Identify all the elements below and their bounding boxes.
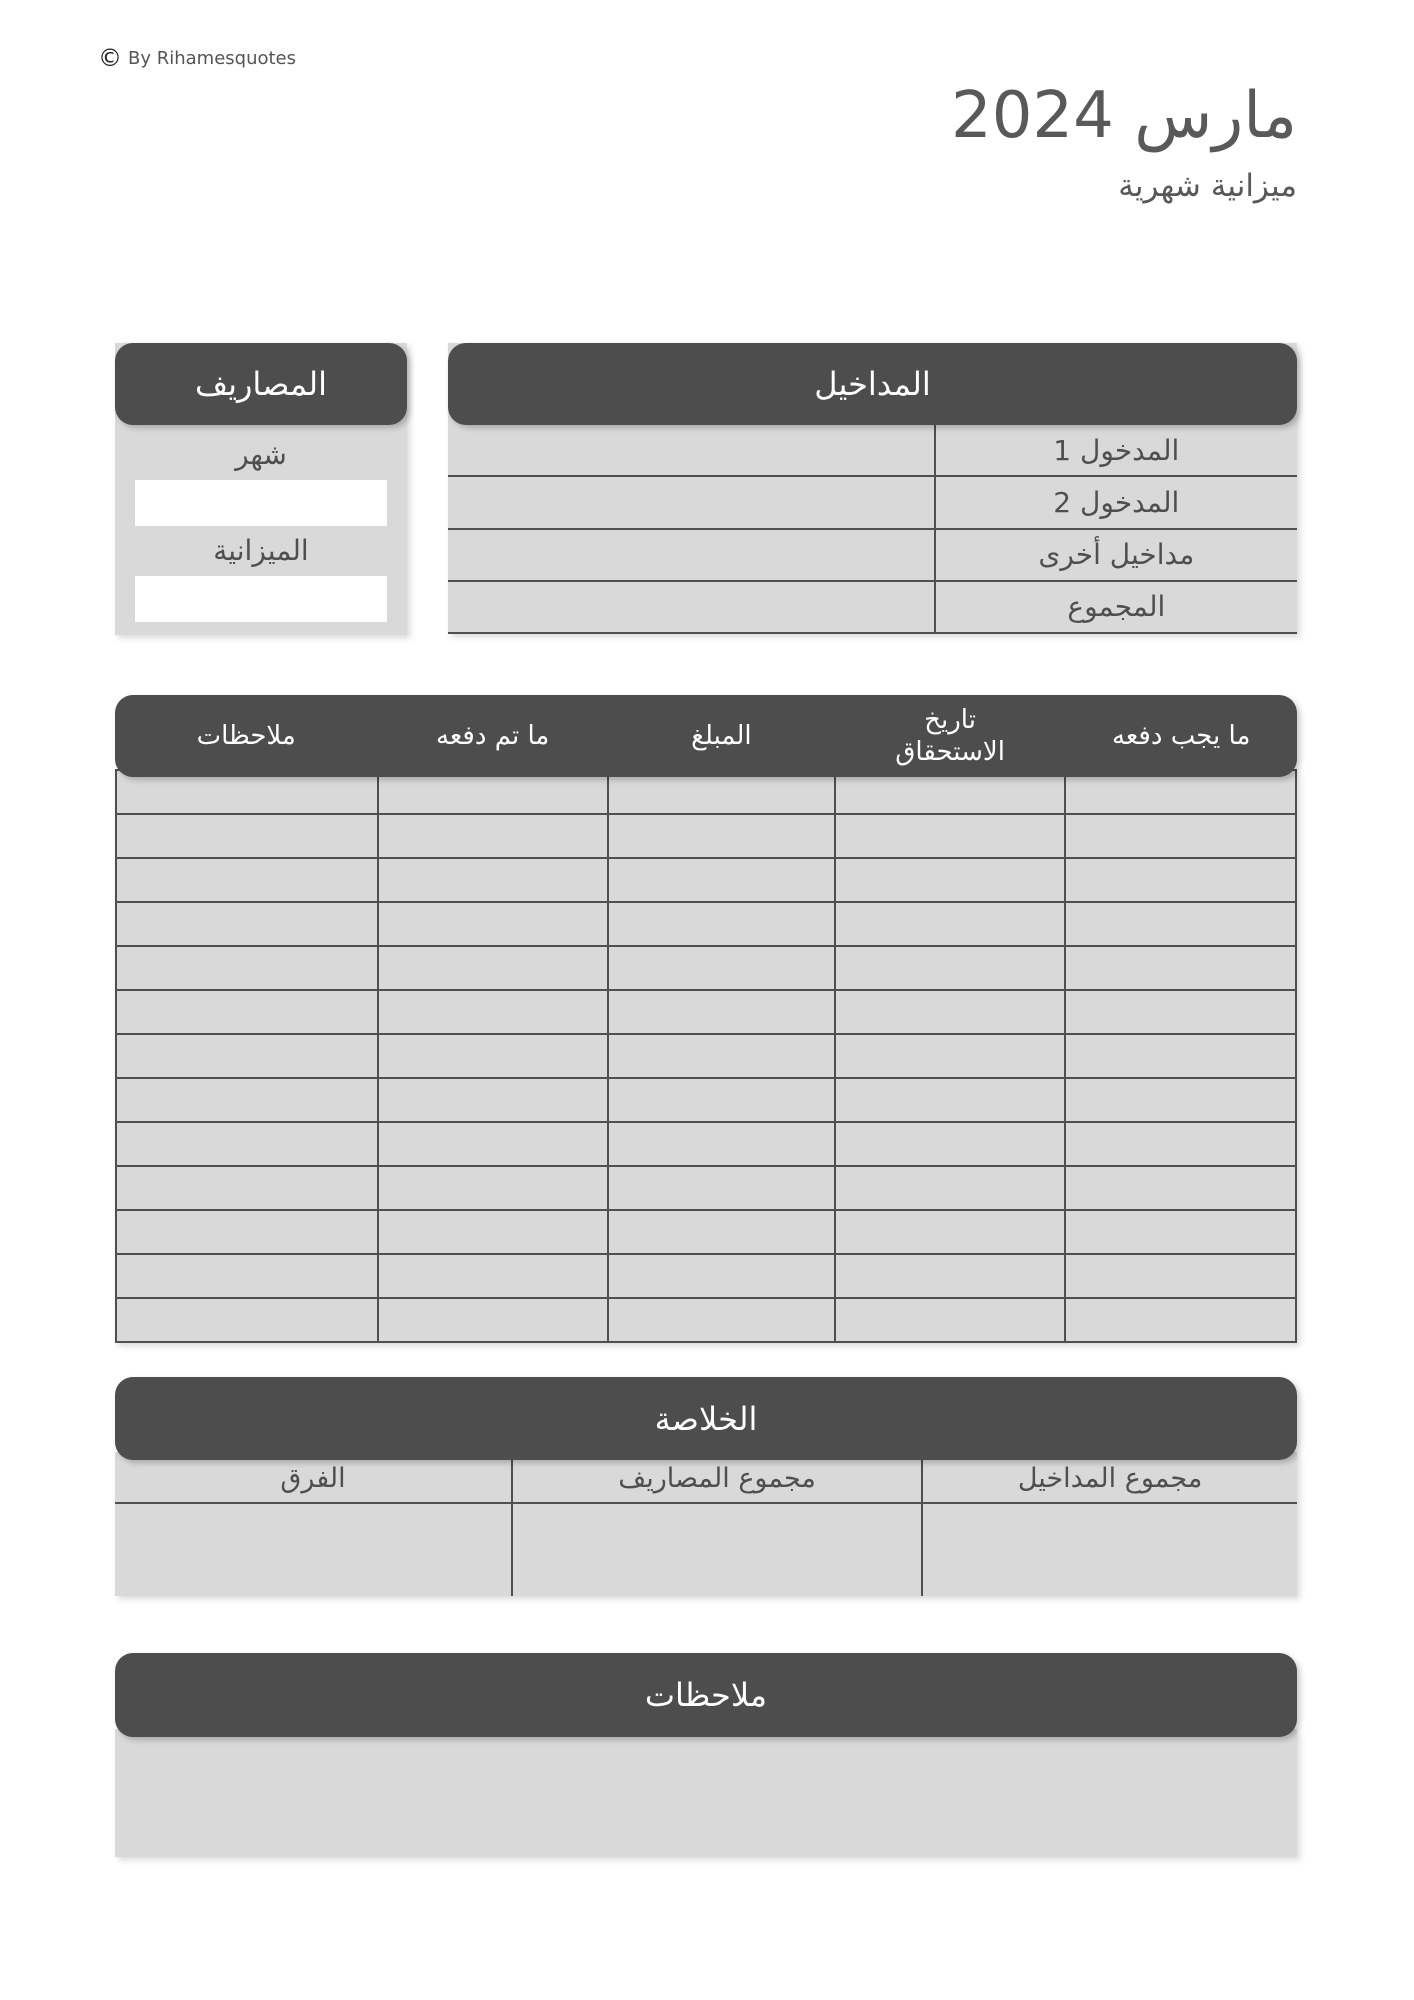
column-header-to-pay: ما يجب دفعه	[1111, 720, 1251, 751]
expense-table-cell[interactable]	[608, 814, 835, 858]
expense-table-cell[interactable]	[608, 1210, 835, 1254]
expense-table-row	[116, 1254, 1296, 1298]
expense-table-cell[interactable]	[835, 990, 1065, 1034]
income-row	[448, 477, 1297, 529]
income-row-value[interactable]	[448, 477, 934, 527]
summary-value-total-income[interactable]	[923, 1504, 1297, 1596]
expense-table-cell[interactable]	[116, 1078, 378, 1122]
expense-table-row	[116, 814, 1296, 858]
expense-table-cell[interactable]	[1065, 858, 1296, 902]
expense-table-cell[interactable]	[378, 1078, 608, 1122]
expense-table-row	[116, 1078, 1296, 1122]
expense-table-cell[interactable]	[116, 1210, 378, 1254]
summary-col-difference	[115, 1452, 511, 1596]
expense-table-cell[interactable]	[608, 1122, 835, 1166]
expense-table-cell[interactable]	[835, 946, 1065, 990]
expense-table-cell[interactable]	[378, 990, 608, 1034]
expense-table-cell[interactable]	[608, 1298, 835, 1342]
income-row-label: المدخول 2	[934, 477, 1297, 527]
credit-text: By Rihamesquotes	[128, 47, 297, 69]
month-input[interactable]	[135, 480, 387, 526]
income-row-value[interactable]	[448, 582, 934, 632]
expense-table-cell[interactable]	[835, 1122, 1065, 1166]
expense-table-cell[interactable]	[1065, 1122, 1296, 1166]
income-table	[448, 425, 1297, 634]
income-row	[448, 425, 1297, 477]
column-header-due-date: تاريخ الاستحقاق	[895, 704, 1005, 767]
income-panel	[448, 343, 1297, 634]
expense-table-cell[interactable]	[835, 1298, 1065, 1342]
expense-table-cell[interactable]	[116, 902, 378, 946]
expense-table-cell[interactable]	[378, 858, 608, 902]
column-header-notes: ملاحظات	[196, 720, 296, 751]
expense-table-cell[interactable]	[1065, 946, 1296, 990]
notes-header	[115, 1653, 1297, 1737]
notes-header-label: ملاحظات	[644, 1676, 768, 1714]
expenses-header-label: المصاريف	[194, 365, 328, 403]
expense-table-cell[interactable]	[1065, 990, 1296, 1034]
column-header-amount: المبلغ	[691, 720, 752, 751]
summary-col-total-income	[921, 1452, 1297, 1596]
expense-table-cell[interactable]	[835, 1254, 1065, 1298]
copyright-icon: ©	[98, 44, 122, 72]
expense-table-cell[interactable]	[1065, 1254, 1296, 1298]
expense-table-body	[115, 769, 1297, 1343]
expense-table-cell[interactable]	[116, 814, 378, 858]
expense-table-cell[interactable]	[378, 1034, 608, 1078]
expense-table-cell[interactable]	[116, 990, 378, 1034]
expense-table-cell[interactable]	[378, 1166, 608, 1210]
expense-table-row	[116, 1166, 1296, 1210]
expense-table-row	[116, 990, 1296, 1034]
expense-table-header-row	[115, 695, 1297, 777]
expense-table-cell[interactable]	[1065, 902, 1296, 946]
expense-table-cell[interactable]	[116, 1298, 378, 1342]
expense-table-row	[116, 1122, 1296, 1166]
expense-table-cell[interactable]	[116, 946, 378, 990]
notes-section	[115, 1653, 1297, 1857]
expenses-header	[115, 343, 407, 425]
budget-label: الميزانية	[213, 534, 309, 568]
expense-table-cell[interactable]	[835, 814, 1065, 858]
expense-table-cell[interactable]	[1065, 1210, 1296, 1254]
expense-table-row	[116, 1210, 1296, 1254]
income-row-label: المدخول 1	[934, 425, 1297, 475]
summary-header-label: الخلاصة	[654, 1399, 758, 1438]
column-header-paid: ما تم دفعه	[435, 720, 550, 751]
expense-table-cell[interactable]	[116, 858, 378, 902]
summary-value-total-expenses[interactable]	[513, 1504, 921, 1596]
expense-table-cell[interactable]	[608, 902, 835, 946]
expense-table-cell[interactable]	[608, 1078, 835, 1122]
summary-table	[115, 1452, 1297, 1596]
expense-table-cell[interactable]	[835, 858, 1065, 902]
expense-table-row	[116, 902, 1296, 946]
expense-table-cell[interactable]	[116, 1034, 378, 1078]
income-row-value[interactable]	[448, 530, 934, 580]
income-row	[448, 530, 1297, 582]
expense-table-row	[116, 1034, 1296, 1078]
expense-table-row	[116, 946, 1296, 990]
expense-table-cell[interactable]	[378, 1122, 608, 1166]
budget-input[interactable]	[135, 576, 387, 622]
expense-table-row	[116, 1298, 1296, 1342]
summary-label-difference: الفرق	[115, 1452, 511, 1504]
expense-table-cell[interactable]	[835, 902, 1065, 946]
expense-table-cell[interactable]	[378, 902, 608, 946]
expense-table-cell[interactable]	[378, 1210, 608, 1254]
summary-label-total-income: مجموع المداخيل	[923, 1452, 1297, 1504]
notes-body[interactable]	[115, 1729, 1297, 1857]
page-title: مارس 2024	[950, 79, 1297, 153]
expense-table-cell[interactable]	[1065, 1078, 1296, 1122]
expense-table-cell[interactable]	[608, 1254, 835, 1298]
page-subtitle: ميزانية شهرية	[1118, 168, 1297, 204]
expense-table-cell[interactable]	[378, 946, 608, 990]
summary-header	[115, 1377, 1297, 1460]
income-header-label: المداخيل	[814, 365, 931, 403]
expense-table-cell[interactable]	[608, 858, 835, 902]
expense-table-cell[interactable]	[116, 1166, 378, 1210]
expense-table-cell[interactable]	[608, 1166, 835, 1210]
month-label: شهر	[235, 437, 287, 471]
expense-table-cell[interactable]	[608, 990, 835, 1034]
income-row-label: مداخيل أخرى	[934, 530, 1297, 580]
expense-table-cell[interactable]	[116, 1122, 378, 1166]
expenses-panel	[115, 343, 407, 635]
expense-table-cell[interactable]	[835, 1034, 1065, 1078]
expense-table-row	[116, 858, 1296, 902]
expense-table-cell[interactable]	[378, 1298, 608, 1342]
expense-table-cell[interactable]	[1065, 1166, 1296, 1210]
income-header	[448, 343, 1297, 425]
credit	[98, 46, 296, 70]
expense-table-header-bar	[115, 695, 1297, 777]
summary-section	[115, 1377, 1297, 1596]
summary-value-difference[interactable]	[115, 1504, 511, 1596]
expense-table-cell[interactable]	[378, 1254, 608, 1298]
expense-table-cell[interactable]	[378, 814, 608, 858]
expense-table-cell[interactable]	[835, 1166, 1065, 1210]
expense-table-cell[interactable]	[835, 1210, 1065, 1254]
expense-table-cell[interactable]	[608, 1034, 835, 1078]
expenses-body	[115, 425, 407, 635]
income-row	[448, 582, 1297, 634]
summary-label-total-expenses: مجموع المصاريف	[513, 1452, 921, 1504]
expense-table-cell[interactable]	[1065, 814, 1296, 858]
expense-table-section	[115, 695, 1297, 1343]
expense-table-cell[interactable]	[608, 946, 835, 990]
income-row-value[interactable]	[448, 425, 934, 475]
expense-table-cell[interactable]	[116, 1254, 378, 1298]
expense-table-cell[interactable]	[835, 1078, 1065, 1122]
income-row-label: المجموع	[934, 582, 1297, 632]
expense-table-cell[interactable]	[1065, 1298, 1296, 1342]
expense-table-cell[interactable]	[1065, 1034, 1296, 1078]
summary-col-total-expenses	[511, 1452, 921, 1596]
